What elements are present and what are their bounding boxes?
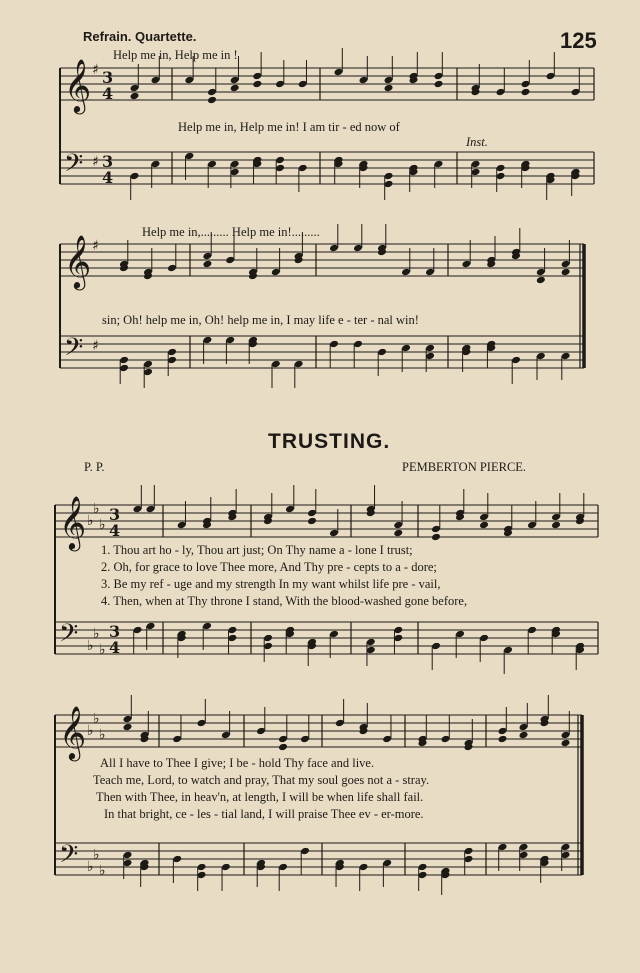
treble-clef-icon: 𝄞 <box>64 234 92 288</box>
key-signature-icon: ♯ <box>92 338 99 354</box>
verse-line-2a: 2. Oh, for grace to love Thee more, And Thy pre - cepts to a - dore; <box>101 560 437 574</box>
refrain-sys1-upper-lyrics: Help me in, Help me in ! <box>113 48 238 62</box>
time-signature: 3 <box>109 622 121 641</box>
verse-line-2b: Teach me, Lord, to watch and pray, That my soul goes not a - stray. <box>93 773 430 787</box>
note-head <box>431 533 441 542</box>
key-signature-icon: ♭ <box>93 626 100 642</box>
note-head <box>202 260 212 269</box>
note-head <box>307 517 317 526</box>
key-signature-icon: ♭ <box>93 847 100 863</box>
note-head <box>498 735 508 744</box>
key-signature-icon: ♭ <box>93 711 100 727</box>
verse-line-4a: 4. Then, when at Thy throne I stand, With the blood-washed gone before, <box>101 594 468 608</box>
refrain-sys2-lower-lyrics: sin; Oh! help me in, Oh! help me in, I may life e - ter - nal win! <box>102 313 419 327</box>
verse-line-4b: In that bright, ce - les - tial land, I will praise Thee ev - er-more. <box>104 807 424 821</box>
key-signature-icon: ♯ <box>92 62 99 78</box>
verse-line-1a: 1. Thou art ho - ly, Thou art just; On Thy name a - lone I trust; <box>101 543 413 557</box>
note-head <box>434 80 444 89</box>
time-signature: 3 <box>109 505 121 524</box>
inst-mark: Inst. <box>466 135 488 149</box>
composer-credit: PEMBERTON PIERCE. <box>402 460 527 474</box>
hymn-title: TRUSTING. <box>268 430 391 453</box>
time-signature: 4 <box>102 168 114 187</box>
bass-clef-icon: 𝄢 <box>64 333 84 368</box>
key-signature-icon: ♯ <box>92 154 99 170</box>
note-head <box>521 88 531 97</box>
note-head <box>230 84 240 93</box>
note-head <box>519 731 529 740</box>
note-head <box>393 529 403 538</box>
time-signature: 3 <box>102 68 114 87</box>
key-signature-icon: ♯ <box>92 238 99 254</box>
key-signature-icon: ♭ <box>99 863 106 879</box>
note-head <box>207 96 217 105</box>
key-signature-icon: ♭ <box>87 513 94 529</box>
key-signature-icon: ♭ <box>93 501 100 517</box>
author-credit: P. P. <box>84 460 105 474</box>
key-signature-icon: ♭ <box>87 859 94 875</box>
verse-line-3a: 3. Be my ref - uge and my strength In my want whilst life pre - vail, <box>101 577 441 591</box>
key-signature-icon: ♭ <box>99 642 106 658</box>
refrain-sys1-lower-lyrics: Help me in, Help me in! I am tir - ed now of <box>178 120 400 134</box>
time-signature: 4 <box>109 638 121 657</box>
page-number: 125 <box>560 28 597 53</box>
note-head <box>561 739 571 748</box>
time-signature: 3 <box>102 152 114 171</box>
treble-clef-icon: 𝄞 <box>59 495 87 549</box>
note-head <box>551 521 561 530</box>
note-head <box>384 84 394 93</box>
time-signature: 4 <box>109 521 121 540</box>
key-signature-icon: ♭ <box>87 638 94 654</box>
treble-clef-icon: 𝄞 <box>59 705 87 759</box>
key-signature-icon: ♭ <box>99 517 106 533</box>
bass-clef-icon: 𝄢 <box>64 149 84 184</box>
bass-clef-icon: 𝄢 <box>59 840 79 875</box>
refrain-sys2-upper-lyrics: Help me in,......... Help me in!......... <box>142 225 320 239</box>
note-head <box>123 723 133 732</box>
section-label: Refrain. Quartette. <box>83 29 197 44</box>
key-signature-icon: ♭ <box>99 727 106 743</box>
verse-line-3b: Then with Thee, in heav'n, at length, I will be when life shall fail. <box>96 790 424 804</box>
note-head <box>536 276 546 285</box>
note-head <box>561 268 571 277</box>
note-head <box>479 521 489 530</box>
key-signature-icon: ♭ <box>87 723 94 739</box>
treble-clef-icon: 𝄞 <box>64 58 92 112</box>
note-head <box>130 92 140 101</box>
note-head <box>252 80 262 89</box>
bass-clef-icon: 𝄢 <box>59 619 79 654</box>
time-signature: 4 <box>102 84 114 103</box>
note-head <box>278 743 288 752</box>
verse-line-1b: All I have to Thee I give; I be - hold Thy face and live. <box>100 756 375 770</box>
